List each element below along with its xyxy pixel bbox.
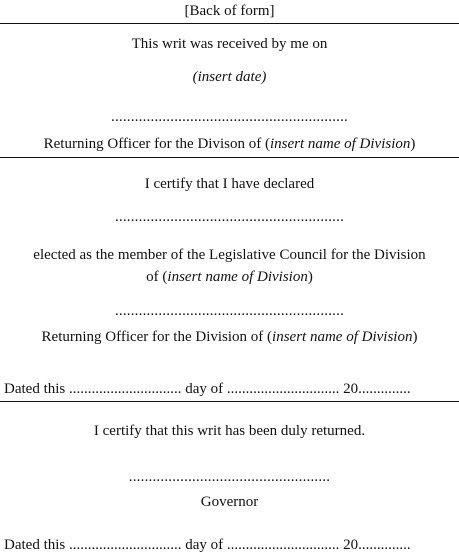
section-divider-1 (0, 157, 459, 158)
returned-certify-text: I certify that this writ has been duly returned. (93, 423, 366, 439)
insert-date-placeholder: (insert date) (192, 69, 267, 85)
section-divider-2 (0, 401, 459, 402)
received-officer-caption: Returning Officer for the Divison of (insert name of Division) (43, 136, 416, 152)
declared-name-dots: .......................................................... (114, 209, 345, 225)
declared-certify-text: I certify that I have declared (144, 176, 315, 192)
elected-line-2: of (insert name of Division) (146, 269, 313, 285)
governor-caption: Governor (200, 494, 259, 510)
returned-dated-line: Dated this .............................. day of .............................. 20.............. (4, 537, 411, 553)
back-of-form-label: [Back of form] (184, 3, 275, 19)
top-divider (0, 23, 459, 24)
declared-officer-caption: Returning Officer for the Division of (insert name of Division) (41, 329, 418, 345)
declared-dated-line: Dated this .............................. day of .............................. 20.............. (4, 381, 411, 397)
elected-line-1: elected as the member of the Legislative Council for the Division (33, 247, 426, 263)
received-signature-dots: ............................................................ (111, 109, 348, 125)
governor-signature-dots: ................................................... (128, 469, 331, 485)
received-text: This writ was received by me on (131, 36, 328, 52)
declared-signature-dots: .......................................................... (114, 303, 345, 319)
